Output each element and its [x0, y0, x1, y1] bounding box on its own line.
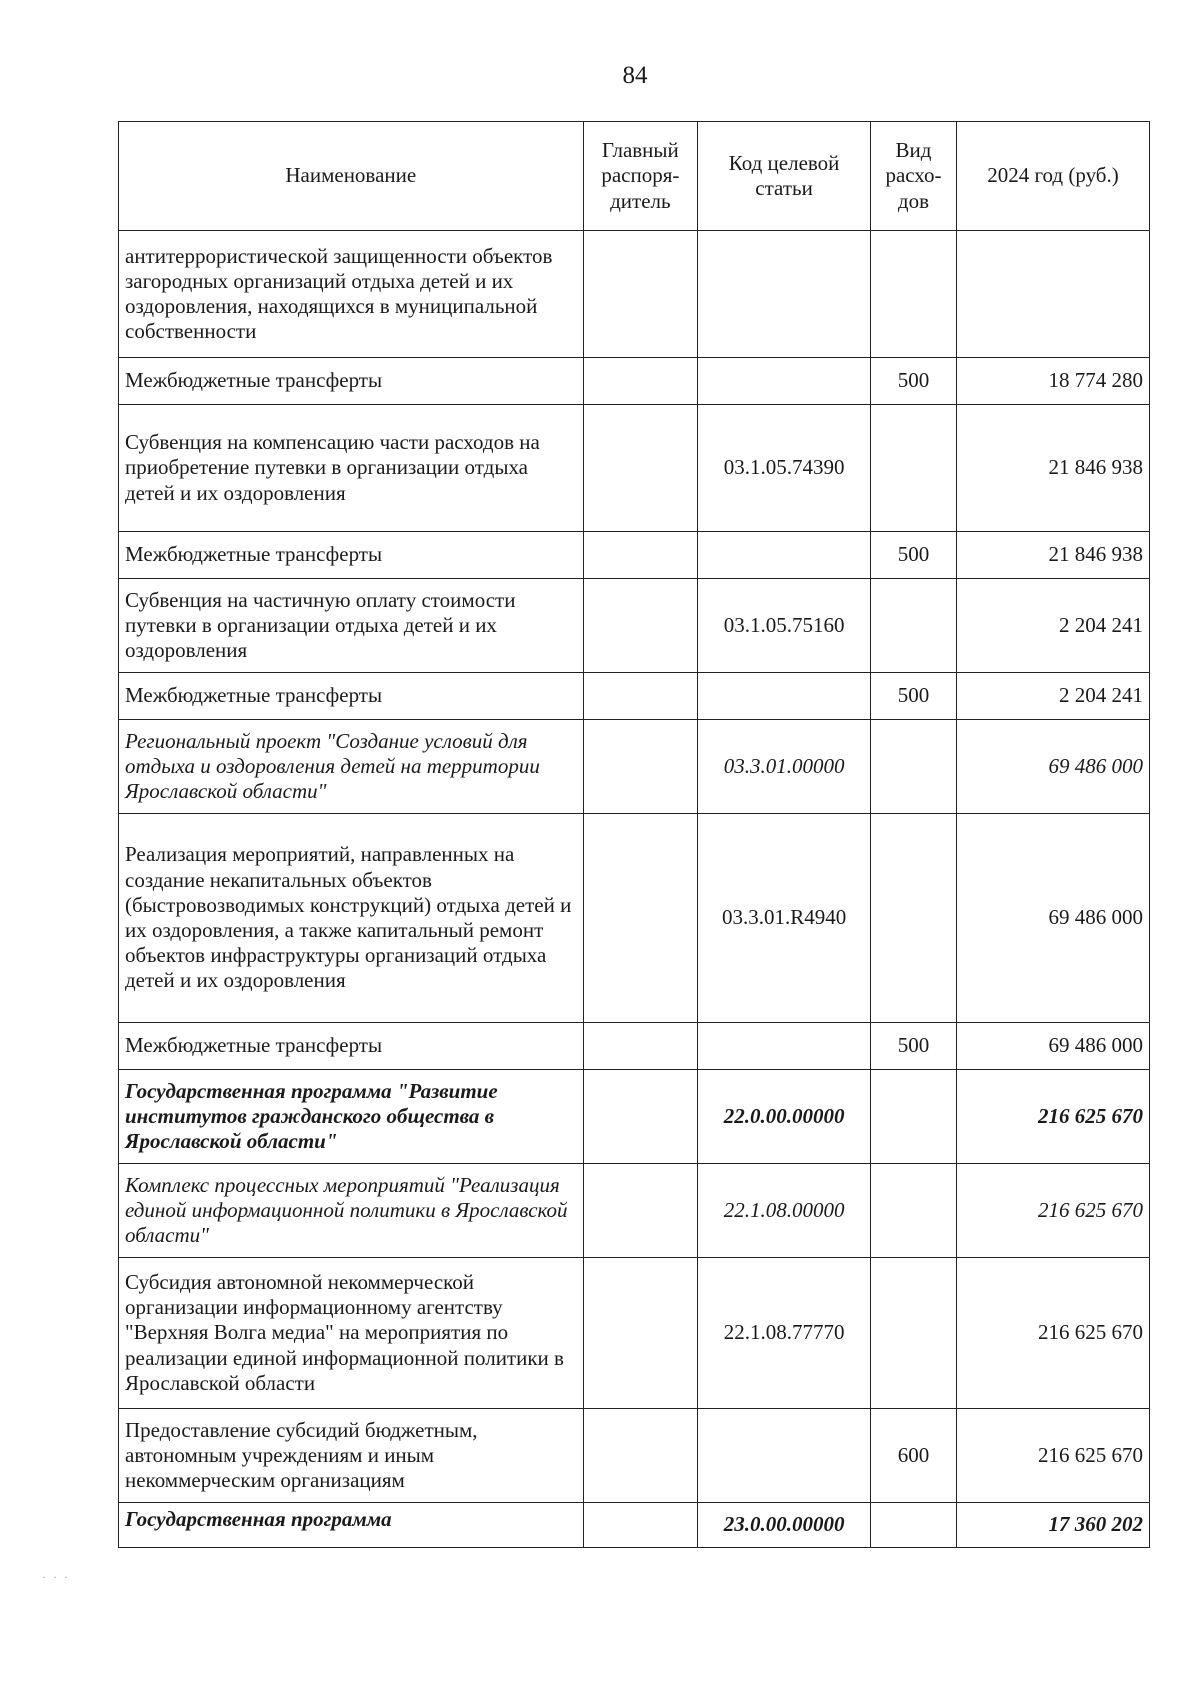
- row-kind: [871, 405, 957, 532]
- row-code: [698, 1409, 871, 1503]
- row-manager: [583, 1503, 698, 1548]
- row-amount: 21 846 938: [956, 532, 1149, 579]
- header-amount-2024: 2024 год (руб.): [956, 122, 1149, 231]
- row-code: [698, 532, 871, 579]
- row-amount: 17 360 202: [956, 1503, 1149, 1548]
- row-kind: [871, 231, 957, 358]
- row-manager: [583, 1164, 698, 1258]
- table-row: [119, 1258, 1150, 1409]
- header-target-code: Код целевой статьи: [698, 122, 871, 231]
- row-code: [698, 358, 871, 405]
- table-row: [119, 1164, 1150, 1258]
- row-manager: [583, 720, 698, 814]
- row-kind: 500: [871, 358, 957, 405]
- row-name: Региональный проект "Создание условий для отдыха и оздоровления детей на территории Ярославской области": [119, 720, 584, 814]
- row-amount: 216 625 670: [956, 1070, 1149, 1164]
- row-amount: 216 625 670: [956, 1258, 1149, 1409]
- row-kind: [871, 1503, 957, 1548]
- row-kind: 500: [871, 1023, 957, 1070]
- row-amount: 216 625 670: [956, 1164, 1149, 1258]
- header-main-manager: Главный распоря-дитель: [583, 122, 698, 231]
- table-row: [119, 1070, 1150, 1164]
- row-manager: [583, 1258, 698, 1409]
- row-kind: 500: [871, 532, 957, 579]
- row-amount: 2 204 241: [956, 579, 1149, 673]
- row-name: Межбюджетные трансферты: [119, 358, 584, 405]
- row-code: [698, 673, 871, 720]
- row-manager: [583, 1070, 698, 1164]
- row-amount: 69 486 000: [956, 720, 1149, 814]
- header-expense-type: Вид расхо-дов: [871, 122, 957, 231]
- row-kind: [871, 720, 957, 814]
- row-name: Межбюджетные трансферты: [119, 1023, 584, 1070]
- row-manager: [583, 532, 698, 579]
- row-code: 22.1.08.77770: [698, 1258, 871, 1409]
- row-name: Реализация мероприятий, направленных на создание некапитальных объектов (быстровозводимых конструкций) отдыха детей и их оздоровления, а также капитальный ремонт объектов инфраструктуры организаций отдыха детей и их оздоровления: [119, 814, 584, 1023]
- row-name: Государственная программа "Развитие институтов гражданского общества в Ярославской области": [119, 1070, 584, 1164]
- row-amount: 69 486 000: [956, 814, 1149, 1023]
- row-code: 23.0.00.00000: [698, 1503, 871, 1548]
- row-kind: [871, 1164, 957, 1258]
- row-name: антитеррористической защищенности объектов загородных организаций отдыха детей и их оздоровления, находящихся в муниципальной собственности: [119, 231, 584, 358]
- table-row: [119, 231, 1150, 358]
- row-code: 22.1.08.00000: [698, 1164, 871, 1258]
- table-row: [119, 405, 1150, 532]
- table-row: [119, 814, 1150, 1023]
- row-kind: [871, 814, 957, 1023]
- scan-smudge: · · ·: [42, 1570, 70, 1584]
- row-manager: [583, 358, 698, 405]
- row-name: Субвенция на компенсацию части расходов на приобретение путевки в организации отдыха детей и их оздоровления: [119, 405, 584, 532]
- page-number: 84: [622, 62, 648, 89]
- row-amount: 21 846 938: [956, 405, 1149, 532]
- row-code: 03.3.01.00000: [698, 720, 871, 814]
- row-code: 03.1.05.74390: [698, 405, 871, 532]
- row-amount: [956, 231, 1149, 358]
- table-row: [119, 532, 1150, 579]
- row-manager: [583, 579, 698, 673]
- row-name: Межбюджетные трансферты: [119, 673, 584, 720]
- table-row: [119, 673, 1150, 720]
- row-code: [698, 231, 871, 358]
- row-manager: [583, 231, 698, 358]
- row-kind: 600: [871, 1409, 957, 1503]
- budget-table: [118, 121, 1150, 1548]
- row-amount: 18 774 280: [956, 358, 1149, 405]
- row-manager: [583, 405, 698, 532]
- row-amount: 216 625 670: [956, 1409, 1149, 1503]
- row-kind: [871, 1070, 957, 1164]
- row-name: Субвенция на частичную оплату стоимости путевки в организации отдыха детей и их оздоровления: [119, 579, 584, 673]
- row-name: Государственная программа: [119, 1503, 584, 1548]
- table-row: [119, 720, 1150, 814]
- row-kind: [871, 1258, 957, 1409]
- table-row: [119, 579, 1150, 673]
- row-amount: 69 486 000: [956, 1023, 1149, 1070]
- table-row: [119, 1409, 1150, 1503]
- row-kind: [871, 579, 957, 673]
- row-manager: [583, 1409, 698, 1503]
- row-name: Межбюджетные трансферты: [119, 532, 584, 579]
- row-kind: 500: [871, 673, 957, 720]
- row-manager: [583, 1023, 698, 1070]
- row-name: Субсидия автономной некоммерческой организации информационному агентству "Верхняя Волга медиа" на мероприятия по реализации единой информационной политики в Ярославской области: [119, 1258, 584, 1409]
- row-code: 03.3.01.R4940: [698, 814, 871, 1023]
- row-name: Предоставление субсидий бюджетным, автономным учреждениям и иным некоммерческим организациям: [119, 1409, 584, 1503]
- row-code: 22.0.00.00000: [698, 1070, 871, 1164]
- row-manager: [583, 673, 698, 720]
- row-manager: [583, 814, 698, 1023]
- row-amount: 2 204 241: [956, 673, 1149, 720]
- table-header-row: [119, 122, 1150, 231]
- row-code: [698, 1023, 871, 1070]
- header-name: Наименование: [119, 122, 584, 231]
- row-code: 03.1.05.75160: [698, 579, 871, 673]
- table-row: [119, 358, 1150, 405]
- table-row: [119, 1023, 1150, 1070]
- row-name: Комплекс процессных мероприятий "Реализация единой информационной политики в Ярославской области": [119, 1164, 584, 1258]
- table-row: [119, 1503, 1150, 1548]
